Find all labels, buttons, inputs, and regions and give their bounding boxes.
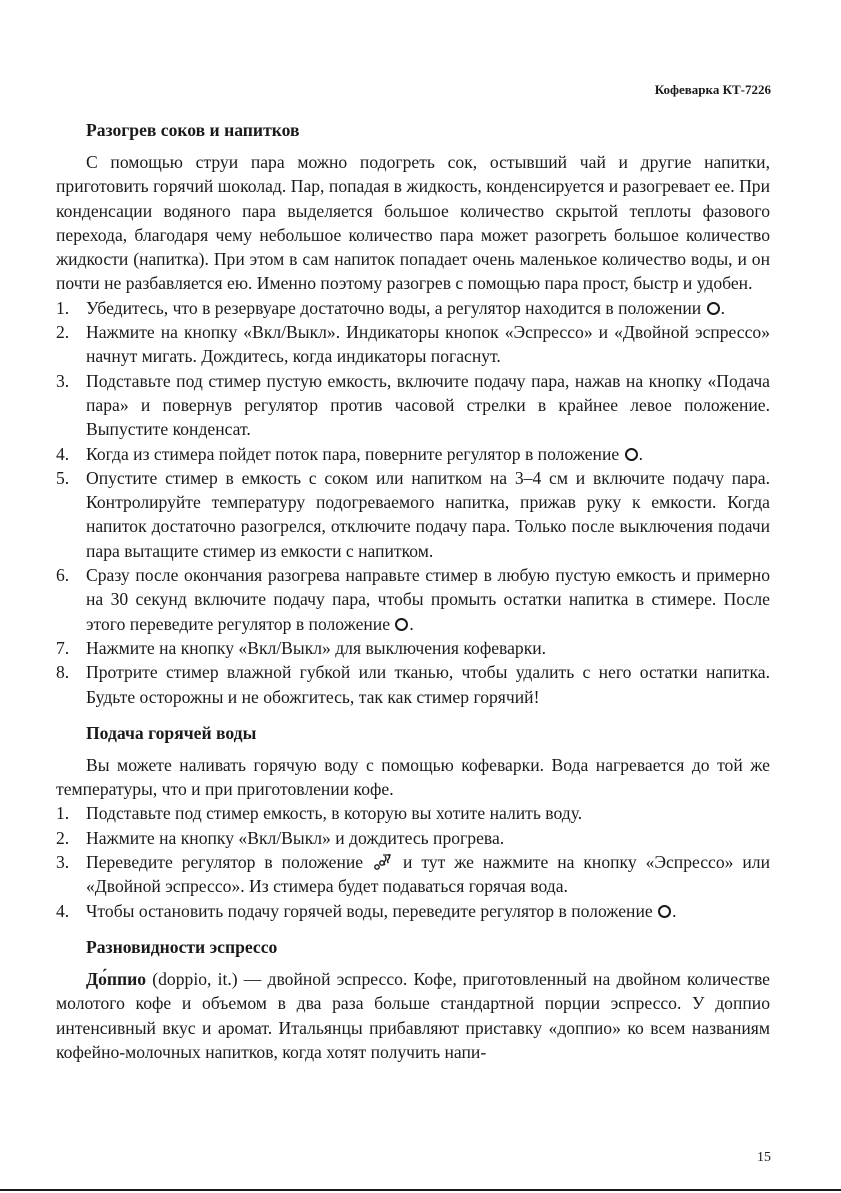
list-item: 6. Сразу после окончания разогрева направьте стимер в любую пустую емкость и примерно на 30 секунд включите подачу пара, чтобы промыть остатки напитка в стимере. После этого переведите регулятор в положение .	[56, 565, 770, 634]
list-item: 7. Нажмите на кнопку «Вкл/Выкл» для выключения кофеварки.	[56, 637, 547, 658]
term-doppio: До́ппио	[86, 968, 147, 989]
list-item: 2. Нажмите на кнопку «Вкл/Выкл» и дождитесь прогрева.	[56, 827, 505, 848]
circle-off-icon	[707, 302, 720, 315]
list-item: 3. Подставьте под стимер пустую емкость, включите подачу пара, нажав на кнопку «Подача пара» и повернув регулятор против часовой стрелки в крайнее левое положение. Выпустите конденсат.	[56, 370, 770, 440]
list-item: 4. Когда из стимера пойдет поток пара, поверните регулятор в положение .	[56, 443, 643, 464]
list-item: 3. Переведите регулятор в положение и тут же нажмите на кнопку «Эспрессо» или «Двойной эспрессо». Из стимера будет подаваться горячая вода.	[56, 852, 771, 897]
section-title-heating: Разогрев соков и напитков	[86, 120, 300, 140]
circle-off-icon	[395, 618, 408, 631]
section-paragraph-doppio: До́ппио (doppio, it.) — двойной эспрессо. Кофе, приготовленный на двойном количестве молотого кофе и объемом в два раза больше стандартной порции эспрессо. У доппио интенсивный вкус и аромат. Итальянцы прибавляют приставку «доппио» ко всем названиям кофейно-молочных напитков, когда хотят получить напи-	[56, 968, 770, 1062]
steps-list-hot-water	[56, 801, 770, 922]
page-content	[56, 118, 770, 1064]
list-item: 1. Подставьте под стимер емкость, в которую вы хотите налить воду.	[56, 803, 583, 824]
list-item: 1. Убедитесь, что в резервуаре достаточно воды, а регулятор находится в положении .	[56, 297, 725, 318]
bottom-rule	[0, 1189, 841, 1191]
running-header: Кофеварка КТ-7226	[654, 82, 771, 97]
steam-drops-icon	[373, 852, 393, 872]
list-item: 4. Чтобы остановить подачу горячей воды, переведите регулятор в положение .	[56, 900, 677, 921]
section-title-hot-water: Подача горячей воды	[86, 722, 257, 743]
section-intro-heating: С помощью струи пара можно подогреть сок, остывший чай и другие напитки, приготовить горячий шоколад. Пар, попадая в жидкость, конденсируется и разогревает ее. При конденсации водяного пара выделяется большое количество скрытой теплоты фазового перехода, благодаря чему небольшое количество пара может разогреть большое количество жидкости (напитка). При этом в сам напиток попадает очень маленькое количество воды, и он почти не разбавляется ею. Именно поэтому разогрев с помощью пара прост, быстр и удобен.	[56, 152, 770, 294]
list-item: 5. Опустите стимер в емкость с соком или напитком на 3–4 см и включите подачу пара. Контролируйте температуру подогреваемого напитка, прижав руку к емкости. Когда напиток достаточно разогрелся, отключите подачу пара. Только после выключения подачи пара вытащите стимер из емкости с напитком.	[56, 467, 770, 561]
list-item: 8. Протрите стимер влажной губкой или тканью, чтобы удалить с него остатки напитка. Будьте осторожны и не обожгитесь, так как стимер горячий!	[56, 662, 770, 707]
list-item: 2. Нажмите на кнопку «Вкл/Выкл». Индикаторы кнопок «Эспрессо» и «Двойной эспрессо» начнут мигать. Дождитесь, когда индикаторы погаснут.	[56, 322, 770, 367]
circle-off-icon	[658, 905, 671, 918]
steps-list-heating	[56, 296, 770, 709]
circle-off-icon	[625, 448, 638, 461]
page-number: 15	[757, 1150, 771, 1165]
section-intro-hot-water: Вы можете наливать горячую воду с помощью кофеварки. Вода нагревается до той же температуры, что и при приготовлении кофе.	[56, 754, 770, 800]
section-title-espresso-types: Разновидности эспрессо	[86, 936, 278, 957]
